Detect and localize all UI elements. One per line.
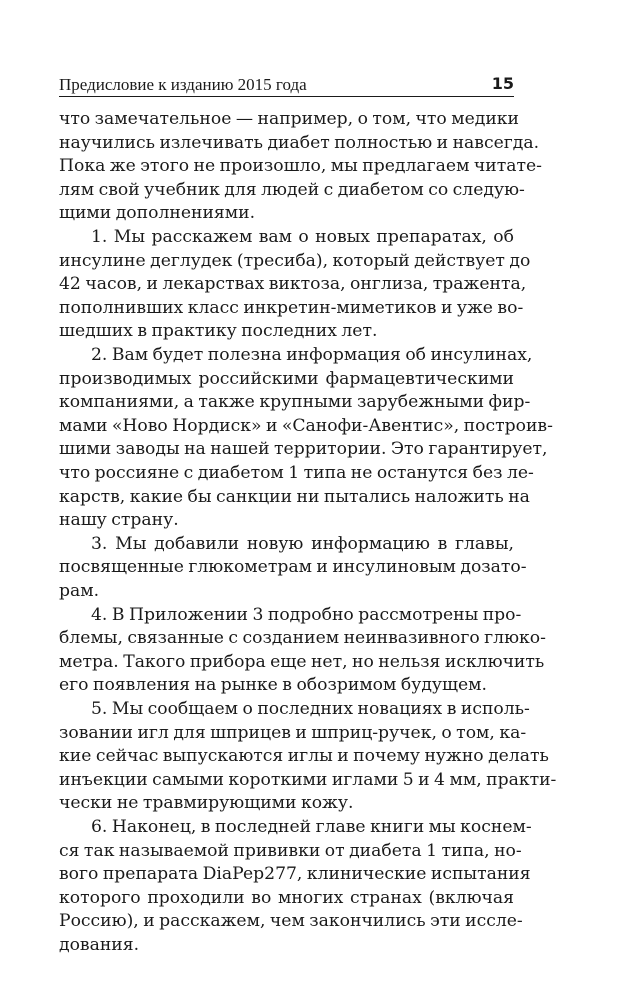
text-line: 4. В Приложении 3 подробно рассмотрены про- [91,604,522,625]
text-line: производимых российскими фармацевтическими [59,368,514,389]
text-line: которого проходили во многих странах (включая [59,887,514,908]
text-line: инсулине деглудек (тресиба), который действует до [59,250,531,271]
text-line: лям свой учебник для людей с диабетом со следую- [59,179,525,200]
running-header [59,72,514,97]
text-line: пополнивших класс инкретин-миметиков и уже во- [59,297,524,318]
text-line: дования. [59,935,140,955]
text-line: метра. Такого прибора еще нет, но нельзя исключить [59,651,545,672]
text-line: 42 часов, и лекарствах виктоза, онглиза, тражента, [59,274,527,295]
text-line: шедших в практику последних лет. [59,321,378,342]
text-line: 2. Вам будет полезна информация об инсулинах, [91,345,533,365]
text-line: Россию), и расскажем, чем закончились эти иссле- [59,911,523,932]
text-line: ся так называемой прививки от диабета 1 типа, но- [59,840,522,861]
text-line: нашу страну. [59,510,179,531]
text-line: вого препарата DiaPep277, клинические испытания [59,864,531,885]
text-line: 3. Мы добавили новую информацию в главы, [91,533,514,554]
text-line: чески не травмирующими кожу. [59,793,354,814]
text-line: его появления на рынке в обозримом будущем. [59,675,488,696]
text-line: Пока же этого не произошло, мы предлагаем читате- [59,156,542,177]
page-number: 15 [491,74,514,93]
text-line: что замечательное — например, о том, что медики [59,109,520,129]
text-line: 6. Наконец, в последней главе книги мы коснем- [91,817,532,837]
text-line: компаниями, а также крупными зарубежными фир- [59,392,531,413]
text-line: щими дополнениями. [59,203,256,224]
text-line: карств, какие бы санкции ни пытались наложить на [59,486,530,507]
text-line: кие сейчас выпускаются иглы и почему нужно делать [59,746,549,767]
text-line: посвященные глюкометрам и инсулиновым дозато- [59,557,527,578]
text-line: научились излечивать диабет полностью и навсегда. [59,132,540,153]
text-line: блемы, связанные с созданием неинвазивного глюко- [59,628,546,649]
running-title: Предисловие к изданию 2015 года [59,75,307,94]
text-line: рам. [59,581,100,601]
text-line: шими заводы на нашей территории. Это гарантирует, [59,439,548,460]
text-line: мами «Ново Нордиск» и «Санофи-Авентис», построив- [59,415,553,436]
text-line: зовании игл для шприцев и шприц-ручек, о том, ка- [59,722,527,743]
text-line: инъекции самыми короткими иглами 5 и 4 мм, практи- [59,769,557,790]
text-line: 5. Мы сообщаем о последних новациях в исполь- [91,699,530,719]
text-line: что россияне с диабетом 1 типа не останутся без ле- [59,463,534,483]
text-line: 1. Мы расскажем вам о новых препаратах, об [91,227,514,247]
